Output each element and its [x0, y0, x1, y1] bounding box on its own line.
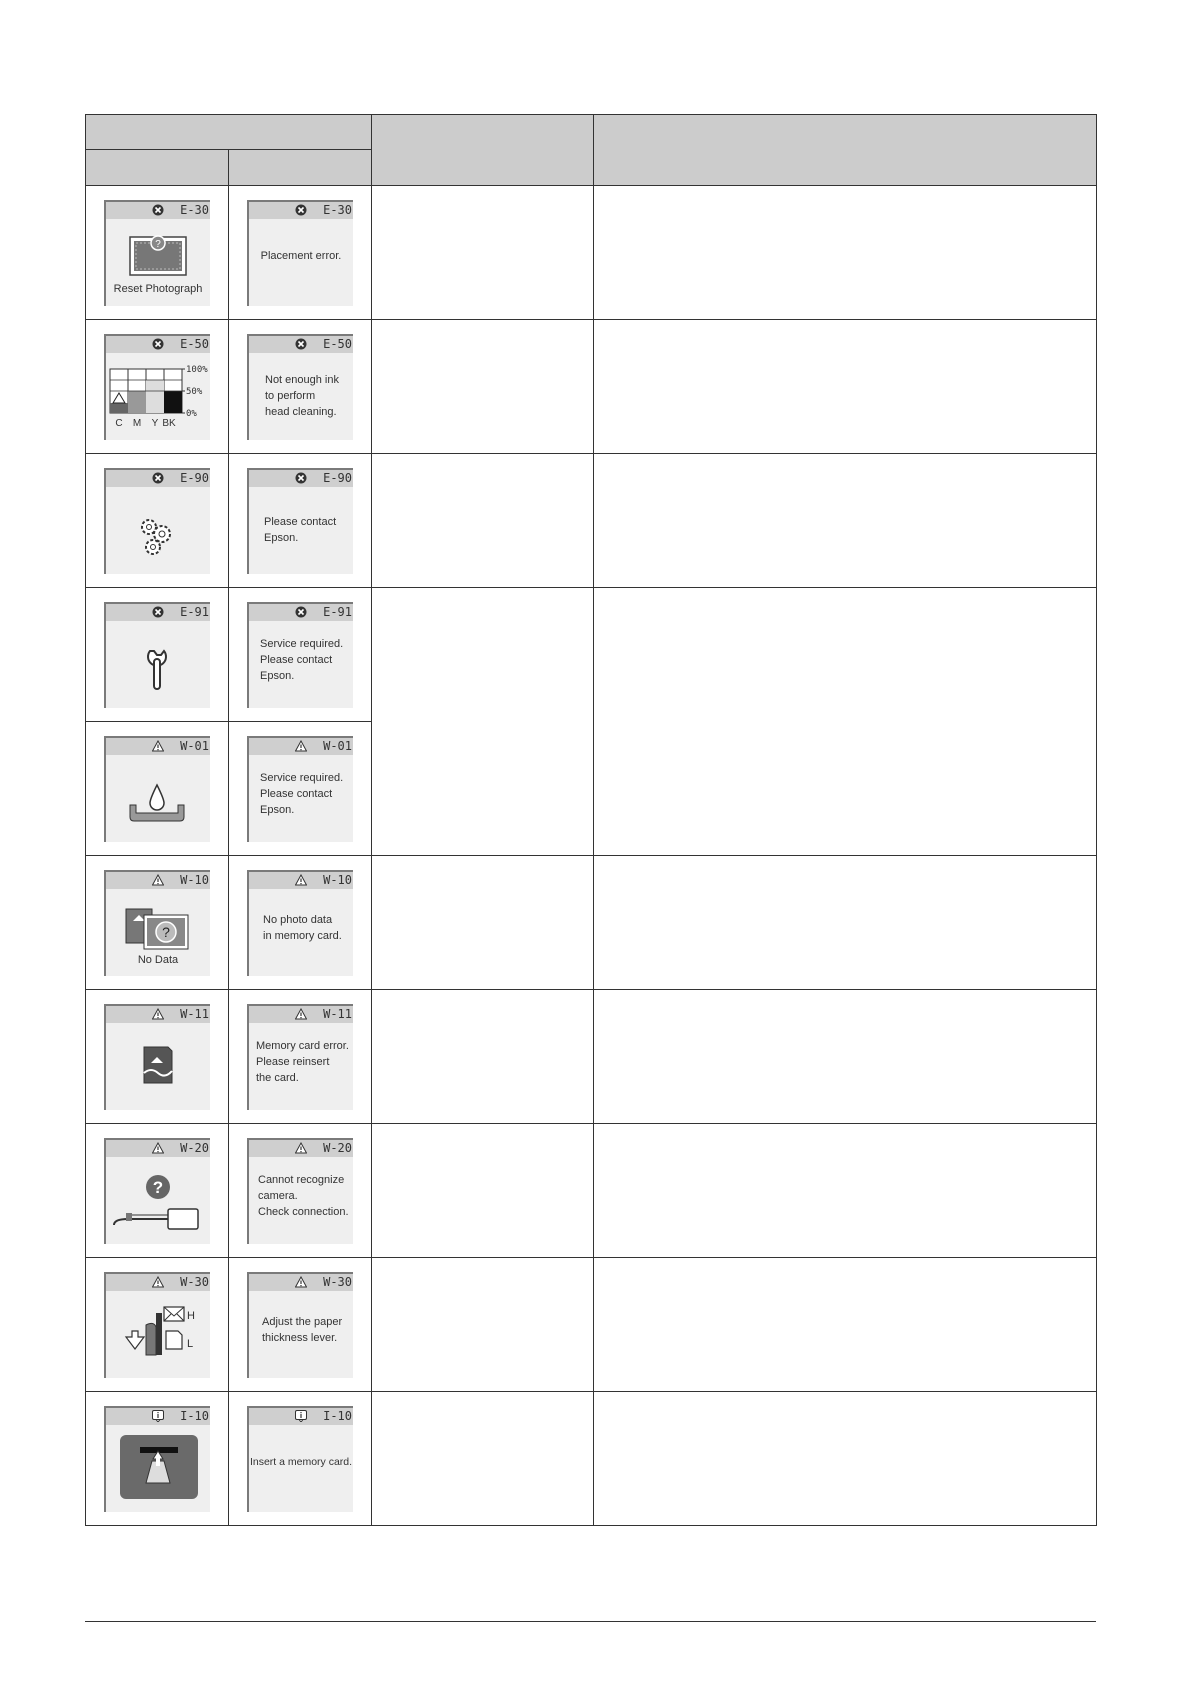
lcd-message: Not enough ink to perform head cleaning.	[265, 373, 339, 418]
icon-cell	[86, 186, 229, 320]
ink-scale-label: 50%	[186, 386, 203, 397]
header-text-mode	[229, 150, 372, 186]
error-code: E-30	[180, 202, 209, 217]
description-cell	[372, 990, 594, 1124]
text-cell	[229, 1258, 372, 1392]
svg-text:?: ?	[152, 1177, 164, 1197]
error-code: E-91	[323, 604, 352, 619]
lever-label: H	[187, 1309, 195, 1322]
error-code: E-50	[180, 336, 209, 351]
table-row	[86, 454, 1097, 588]
lcd-message: Insert a memory card.	[249, 1455, 353, 1468]
no-data-icon	[106, 889, 210, 959]
error-table	[85, 114, 1097, 1526]
error-code: E-30	[323, 202, 352, 217]
lcd-icon-panel	[104, 200, 210, 306]
solution-cell	[594, 990, 1097, 1124]
lcd-icon-panel	[104, 334, 210, 440]
insert-card-icon	[106, 1425, 210, 1512]
svg-text:?: ?	[162, 923, 170, 940]
icon-cell	[86, 722, 229, 856]
error-code: W-30	[323, 1274, 352, 1289]
icon-cell	[86, 1124, 229, 1258]
lcd-text-panel	[247, 468, 353, 574]
wrench-icon	[106, 621, 210, 708]
lever-label: L	[187, 1337, 194, 1350]
table-row	[86, 856, 1097, 990]
ink-scale-label: 0%	[186, 408, 197, 419]
warning-icon	[295, 740, 307, 752]
lcd-icon-panel	[104, 736, 210, 842]
error-code: W-20	[323, 1140, 352, 1155]
solution-cell	[594, 454, 1097, 588]
description-cell	[372, 320, 594, 454]
table-row	[86, 588, 1097, 722]
text-cell	[229, 1124, 372, 1258]
lcd-text-panel	[247, 1004, 353, 1110]
icon-cell	[86, 1258, 229, 1392]
error-code: W-10	[180, 872, 209, 887]
error-icon	[152, 472, 164, 484]
lcd-text-panel	[247, 602, 353, 708]
error-code: W-11	[180, 1006, 209, 1021]
lcd-message: Service required. Please contact Epson.	[260, 771, 344, 816]
warning-icon	[152, 1008, 164, 1020]
description-cell	[372, 1392, 594, 1526]
icon-cell	[86, 454, 229, 588]
lcd-text-panel	[247, 870, 353, 976]
error-code: E-50	[323, 336, 352, 351]
ink-pad-icon	[106, 755, 210, 842]
memory-card-icon	[106, 1023, 210, 1110]
warning-icon	[295, 1276, 307, 1288]
text-cell	[229, 454, 372, 588]
lcd-message: Cannot recognize camera. Check connection.	[258, 1173, 349, 1218]
lcd-text-panel	[247, 736, 353, 842]
warning-icon	[295, 1008, 307, 1020]
error-code: W-30	[180, 1274, 209, 1289]
lcd-text-panel	[247, 1138, 353, 1244]
solution-cell	[594, 320, 1097, 454]
svg-text:?: ?	[155, 238, 161, 250]
error-code: E-90	[323, 470, 352, 485]
ink-scale-label: 100%	[186, 364, 208, 375]
solution-cell	[594, 1392, 1097, 1526]
solution-cell	[594, 588, 1097, 856]
warning-icon	[152, 740, 164, 752]
error-icon	[295, 204, 307, 216]
description-cell	[372, 186, 594, 320]
warning-icon	[295, 1142, 307, 1154]
solution-cell	[594, 1124, 1097, 1258]
lcd-icon-panel	[104, 602, 210, 708]
error-icon	[152, 204, 164, 216]
error-code: W-11	[323, 1006, 352, 1021]
text-cell	[229, 1392, 372, 1526]
header-description	[372, 115, 594, 186]
info-icon	[295, 1410, 307, 1422]
table-row	[86, 1124, 1097, 1258]
lcd-caption: No Data	[137, 953, 179, 966]
lcd-message: Memory card error. Please reinsert the card.	[256, 1039, 349, 1084]
error-code: E-90	[180, 470, 209, 485]
icon-cell	[86, 320, 229, 454]
ink-levels-icon	[106, 353, 210, 440]
error-icon	[152, 606, 164, 618]
header-solution	[594, 115, 1097, 186]
table-row	[86, 186, 1097, 320]
text-cell	[229, 588, 372, 722]
text-cell	[229, 186, 372, 320]
ink-label: M	[132, 417, 142, 429]
header-icon-mode	[86, 150, 229, 186]
lcd-text-panel	[247, 334, 353, 440]
ink-label: BK	[162, 417, 176, 429]
error-code: W-20	[180, 1140, 209, 1155]
error-code: W-10	[323, 872, 352, 887]
lcd-text-panel	[247, 1406, 353, 1512]
lcd-message: No photo data in memory card.	[263, 913, 342, 942]
header-lcd-group	[86, 115, 372, 150]
description-cell	[372, 856, 594, 990]
lcd-message: Please contact Epson.	[264, 515, 337, 544]
lcd-message: Service required. Please contact Epson.	[260, 637, 344, 682]
lcd-message: Placement error.	[260, 249, 342, 262]
error-code: I-10	[180, 1408, 209, 1423]
icon-cell	[86, 1392, 229, 1526]
icon-cell	[86, 990, 229, 1124]
solution-cell	[594, 1258, 1097, 1392]
table-row	[86, 1392, 1097, 1526]
solution-cell	[594, 856, 1097, 990]
photo-question-icon	[106, 219, 210, 279]
lcd-caption: Reset Photograph	[113, 282, 203, 295]
lcd-icon-panel	[104, 1138, 210, 1244]
error-icon	[295, 606, 307, 618]
error-code: W-01	[323, 738, 352, 753]
description-cell	[372, 1124, 594, 1258]
text-cell	[229, 856, 372, 990]
solution-cell	[594, 186, 1097, 320]
icon-cell	[86, 588, 229, 722]
icon-cell	[86, 856, 229, 990]
lcd-text-panel	[247, 1272, 353, 1378]
table-row	[86, 320, 1097, 454]
description-cell	[372, 1258, 594, 1392]
lcd-text-panel	[247, 200, 353, 306]
lcd-icon-panel	[104, 1406, 210, 1512]
lcd-icon-panel	[104, 870, 210, 976]
paper-thickness-icon	[106, 1291, 210, 1378]
text-cell	[229, 722, 372, 856]
warning-icon	[152, 1276, 164, 1288]
camera-cable-icon	[106, 1157, 210, 1244]
error-icon	[152, 338, 164, 350]
text-cell	[229, 990, 372, 1124]
ink-label: Y	[151, 417, 159, 429]
lcd-icon-panel	[104, 1272, 210, 1378]
table-row	[86, 1258, 1097, 1392]
error-code: E-91	[180, 604, 209, 619]
error-icon	[295, 338, 307, 350]
lcd-icon-panel	[104, 468, 210, 574]
info-icon	[152, 1410, 164, 1422]
footer-rule	[85, 1621, 1096, 1622]
ink-label: C	[115, 417, 123, 429]
error-icon	[295, 472, 307, 484]
warning-icon	[152, 1142, 164, 1154]
description-cell	[372, 454, 594, 588]
warning-icon	[152, 874, 164, 886]
error-code: W-01	[180, 738, 209, 753]
lcd-icon-panel	[104, 1004, 210, 1110]
warning-icon	[295, 874, 307, 886]
description-cell	[372, 588, 594, 856]
gears-icon	[106, 487, 210, 574]
text-cell	[229, 320, 372, 454]
lcd-message: Adjust the paper thickness lever.	[262, 1315, 343, 1344]
error-code: I-10	[323, 1408, 352, 1423]
table-row	[86, 990, 1097, 1124]
